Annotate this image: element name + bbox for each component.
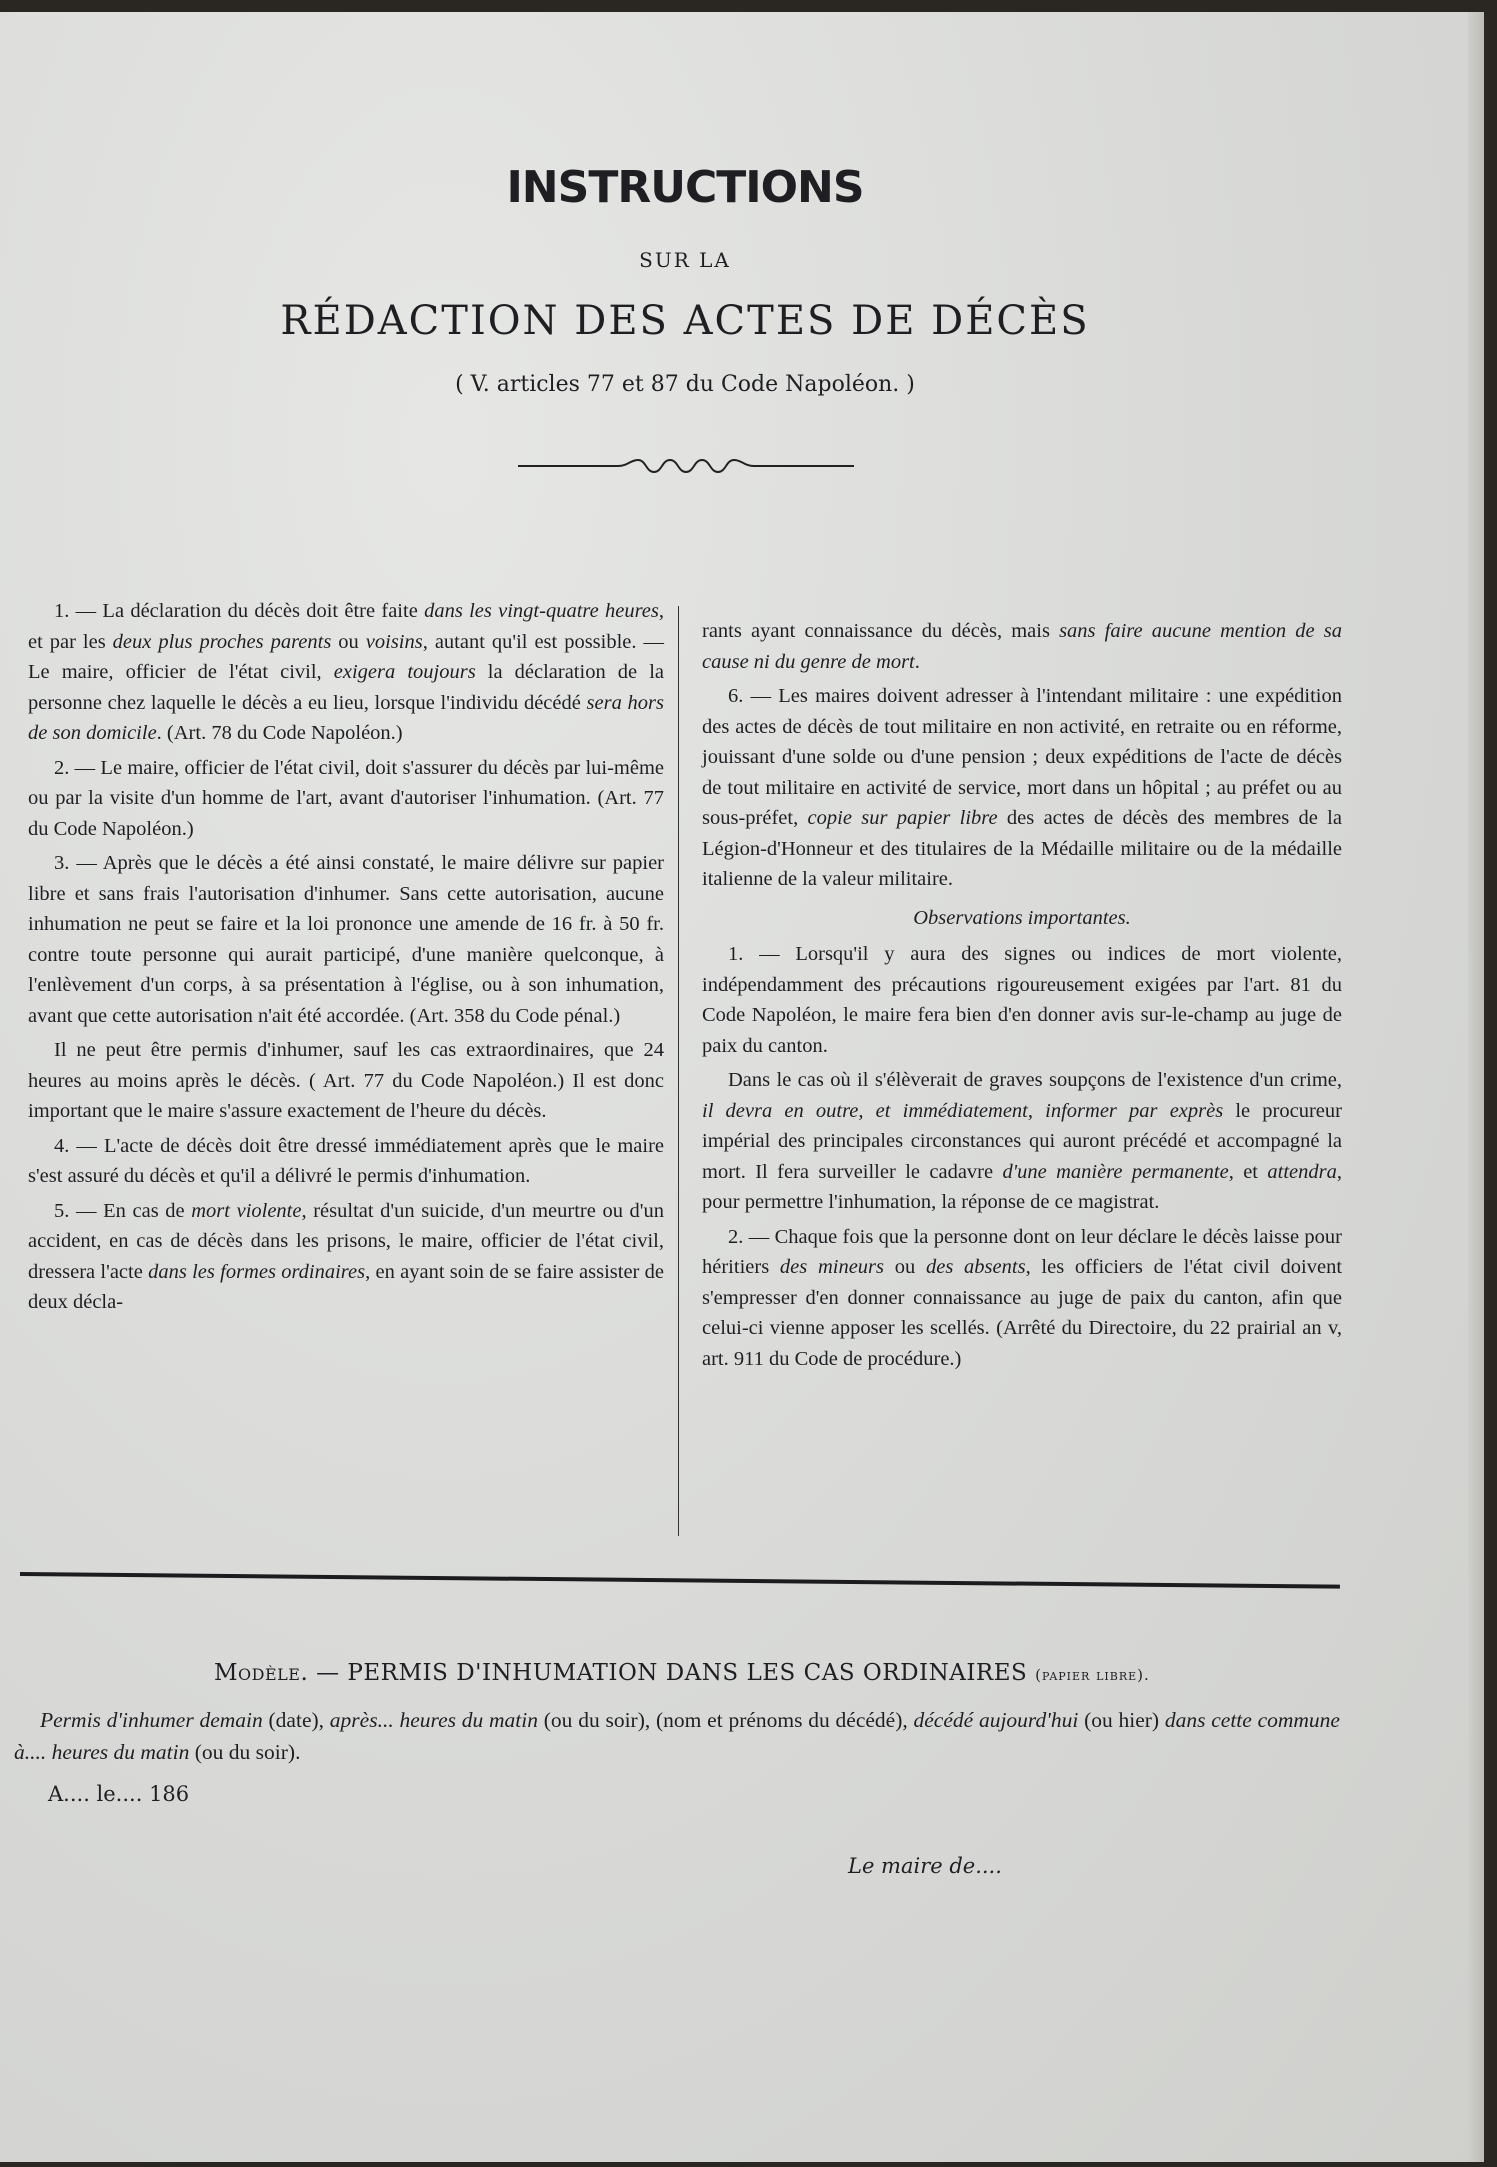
paragraph bbox=[28, 1035, 664, 1127]
text-segment: (ou du soir). bbox=[189, 1740, 301, 1764]
paragraph bbox=[28, 1196, 664, 1318]
text-segment: Lorsqu'il y aura des signes ou indices de mort violente, indépendamment des précautions rigoureusement exigées par l'art. 81 du Code Napoléon, le maire fera bien d'en donner avis sur-le-champ au juge de paix du canton. bbox=[702, 943, 1342, 1057]
text-segment: (ou hier) bbox=[1078, 1708, 1165, 1732]
paragraph bbox=[28, 1131, 664, 1192]
italic-text: dans les formes ordinaires bbox=[148, 1260, 366, 1283]
italic-text: sera hors de son domicile bbox=[28, 691, 664, 744]
left-column bbox=[28, 596, 664, 1322]
document-heading: RÉDACTION DES ACTES DE DÉCÈS bbox=[280, 298, 1090, 344]
paragraph bbox=[702, 681, 1342, 895]
right-column bbox=[702, 616, 1342, 1378]
observations-list bbox=[702, 939, 1342, 1374]
italic-text: voisins bbox=[365, 630, 423, 653]
text-segment: L'acte de décès doit être dressé immédiatement après que le maire s'est assuré du décès et qu'il a délivré le permis d'inhumation. bbox=[28, 1134, 664, 1187]
paragraph bbox=[28, 848, 664, 1031]
paragraph bbox=[702, 939, 1342, 1061]
text-segment: Après que le décès a été ainsi constaté, le maire délivre sur papier libre et sans frais l'autorisation d'inhumer. Sans cette autorisation, aucune inhumation ne peut se faire et la loi prononce une amende de 16 fr. à 50 fr. contre toute personne qui aurait participé, d'une manière quelconque, à l'enlèvement d'un corps, à sa présentation à l'église, ou à son inhumation, avant que cette autorisation n'ait été accordée. (Art. 358 du Code pénal.) bbox=[28, 852, 664, 1027]
observations-heading: Observations importantes. bbox=[913, 906, 1131, 929]
italic-text: il devra en outre, et immédiatement, informer par exprès bbox=[702, 1099, 1224, 1122]
italic-text: copie sur papier libre bbox=[807, 807, 998, 829]
article-number: 4. — bbox=[54, 1134, 97, 1157]
italic-text: décédé aujourd'hui bbox=[913, 1708, 1079, 1732]
text-segment: ou bbox=[884, 1256, 926, 1278]
italic-text: d'une manière permanente bbox=[1002, 1160, 1229, 1183]
text-segment: La déclaration du décès doit être faite bbox=[96, 600, 425, 622]
italic-text: dans cette commune à.... heures du matin bbox=[14, 1708, 1340, 1764]
italic-text: deux plus proches parents bbox=[112, 630, 332, 653]
article-number: 6. — bbox=[728, 685, 772, 707]
text-segment: la déclaration de la personne chez laquelle le décès a eu lieu, lorsque l'individu décédé bbox=[28, 661, 665, 714]
model-note: (papier libre). bbox=[1035, 1666, 1150, 1684]
article-number: 1. — bbox=[54, 600, 97, 622]
ornament-divider bbox=[518, 452, 854, 482]
text-segment: , résultat d'un suicide, d'un meurtre ou d'un accident, en cas de décès dans les prisons, le maire, officier de l'état civil, dressera l'acte bbox=[28, 1199, 665, 1283]
model-title-text: — PERMIS D'INHUMATION DANS LES CAS ORDINAIRES bbox=[316, 1660, 1028, 1686]
text-segment: . (Art. 78 du Code Napoléon.) bbox=[156, 722, 403, 744]
model-body bbox=[14, 1704, 1340, 1768]
text-segment: . bbox=[914, 650, 920, 673]
article-number: 1. — bbox=[728, 943, 780, 965]
paragraph bbox=[702, 1222, 1342, 1375]
italic-text: après... heures du matin bbox=[329, 1708, 538, 1732]
article-number: 2. — bbox=[54, 756, 96, 779]
italic-text: dans les vingt-quatre heures bbox=[424, 600, 659, 622]
italic-text: Permis d'inhumer demain bbox=[40, 1708, 263, 1732]
italic-text: attendra bbox=[1267, 1160, 1337, 1183]
text-segment: Dans le cas où il s'élèverait de graves soupçons de l'existence d'un crime, bbox=[728, 1069, 1342, 1091]
text-segment: ou bbox=[331, 630, 366, 653]
article-number: 2. — bbox=[728, 1225, 770, 1248]
text-segment: , autant qu'il est possible. — Le maire, officier de l'état civil, bbox=[28, 630, 664, 683]
column-divider bbox=[678, 606, 679, 1536]
italic-text: sans faire aucune mention de sa cause ni du genre de mort bbox=[702, 620, 1342, 673]
document-title: INSTRUCTIONS bbox=[506, 162, 864, 213]
document-page bbox=[0, 12, 1484, 2162]
text-segment: le procureur impérial des principales circonstances qui auront précédé et accompagné la mort. Il fera surveiller le cadavre bbox=[702, 1099, 1342, 1183]
italic-text: des mineurs bbox=[779, 1256, 885, 1278]
italic-text: mort violente bbox=[191, 1199, 302, 1222]
text-segment: Les maires doivent adresser à l'intendant militaire : une expédition des actes de décès de tout militaire en non activité, en retraite ou en réforme, jouissant d'une solde ou d'une pension ; deux expéditions de l'acte de décès de tout militaire en activité de service, mort dans un hôpital ; au préfet ou au sous-préfet, bbox=[702, 685, 1343, 829]
paragraph bbox=[702, 616, 1342, 677]
page-edge bbox=[1468, 12, 1484, 2162]
italic-text: exigera toujours bbox=[333, 661, 476, 683]
text-segment: Le maire, officier de l'état civil, doit s'assurer du décès par lui-même ou par la visite d'un homme de l'art, avant d'autoriser l'inhumation. (Art. 77 du Code Napoléon.) bbox=[28, 756, 665, 840]
text-segment: , en ayant soin de se faire assister de deux décla- bbox=[28, 1260, 664, 1313]
model-label: Modèle. bbox=[214, 1660, 309, 1686]
paragraph bbox=[28, 753, 664, 845]
model-signature: Le maire de.... bbox=[848, 1854, 1002, 1878]
text-segment: , pour permettre l'inhumation, la réponse de ce magistrat. bbox=[702, 1160, 1342, 1213]
right-column-articles bbox=[702, 616, 1342, 895]
document-subtitle: SUR LA bbox=[639, 248, 731, 272]
paragraph bbox=[28, 596, 664, 749]
article-number: 5. — bbox=[54, 1199, 97, 1222]
text-segment: Il ne peut être permis d'inhumer, sauf les cas extraordinaires, que 24 heures au moins après le décès. ( Art. 77 du Code Napoléon.) Il est donc important que le maire s'assure exactement de l'heure du décès. bbox=[28, 1039, 664, 1122]
text-segment: (ou du soir), (nom et prénoms du décédé), bbox=[538, 1708, 914, 1732]
model-place-date: A.... le.... 186 bbox=[48, 1782, 190, 1806]
model-title bbox=[214, 1660, 1150, 1686]
text-segment: des actes de décès des membres de la Légion-d'Honneur et des titulaires de la Médaille militaire ou de la médaille italienne de la valeur militaire. bbox=[702, 807, 1342, 890]
text-segment: (date), bbox=[262, 1708, 330, 1732]
text-segment: Chaque fois que la personne dont on leur déclare le décès laisse pour héritiers bbox=[702, 1225, 1342, 1278]
section-rule bbox=[20, 1572, 1340, 1589]
paragraph bbox=[702, 1065, 1342, 1218]
text-segment: , et par les bbox=[28, 600, 664, 653]
text-segment: En cas de bbox=[96, 1199, 192, 1222]
text-segment: , les officiers de l'état civil doivent s'empresser d'en donner connaissance au juge de paix du canton, afin que celui-ci vienne apposer les scellés. (Arrêté du Directoire, du 22 prairial an v, art. 911 du Code de procédure.) bbox=[702, 1256, 1343, 1370]
article-number: 3. — bbox=[54, 852, 97, 874]
italic-text: des absents bbox=[926, 1256, 1026, 1278]
text-segment: rants ayant connaissance du décès, mais bbox=[702, 620, 1060, 642]
text-segment: , et bbox=[1228, 1160, 1268, 1183]
model-text bbox=[14, 1704, 1340, 1768]
code-reference: ( V. articles 77 et 87 du Code Napoléon. ) bbox=[455, 372, 915, 397]
